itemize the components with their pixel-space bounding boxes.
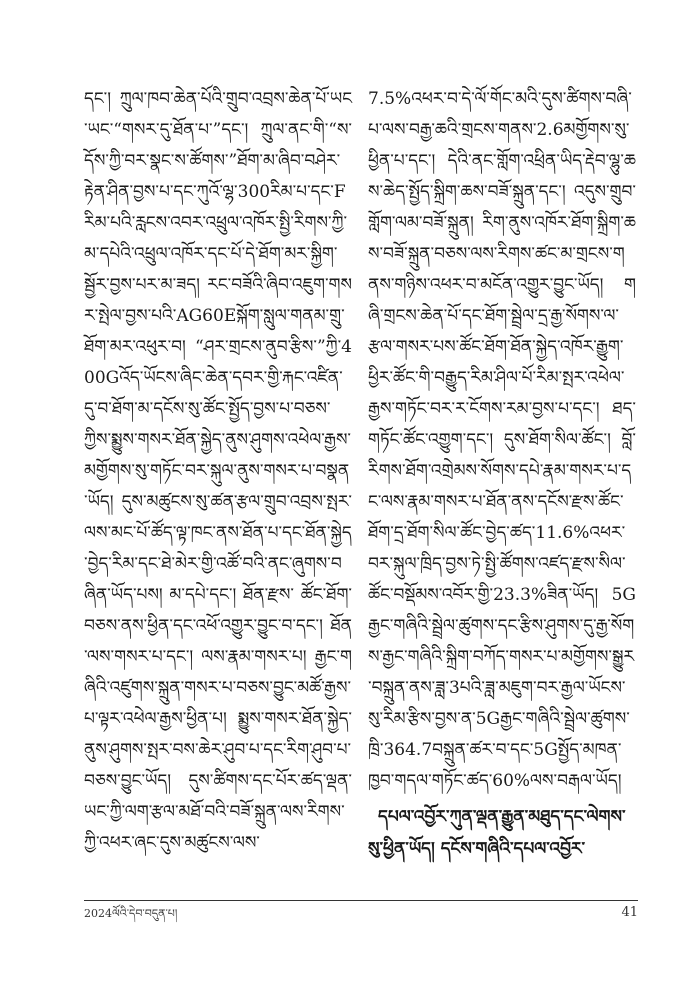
left-column-text: དང་། ཀྲུལ་ཁབ་ཆེན་པོའི་གྲུབ་འབྲས་ཆེན་པོ་ཡང་ཡང་“གསར་དུ་ཐོན་པ་”དང་། ཀྲུལ་ནང་གི་“ས་དོས་ཀྱི་བར་སྣང་ས་ཚོགས་”ཐོག་མ་ཞིབ་བཤེར་རྟེན་ཤིན་བྱས་པ་དང་ཀུའོ་ལྷ་300རིམ་པ་དང་Fརིམ་པའི་རླངས་འབར་འཕྲུལ་འཁོར་སྤྱི་རིགས་ཀྱི་མ་དཔེའི་འཕྲུལ་འཁོར་དང་པོ་དེ་ཐོག་མར་སྐྱིག་སྦྱོར་བྱས་པར་མ་ཟད། རང་བཟོའི་ཞིབ་འཇུག་གསར་སྤེལ་བྱས་པའི་AG60Eསྐོག་སླུལ་གནམ་གྲུ་ཐོག་མར་འཕུར་བ། “ཤར་གྲངས་ནུབ་རྩིས་”ཀྱི་400Gའོད་ཡོངས་ཞིང་ཆེན་དབར་གྱི་རྐང་འཛིན་དུ་བ་ཐོག་མ་དངོས་སུ་ཚོང་སྤྱོད་བྱས་པ་བཅས་ཀྱིས་སྨྱུས་གསར་ཐོན་སྐྱེད་ནུས་ཤུགས་འཕེལ་རྒྱས་མགྱོགས་སུ་གཏོང་བར་སྐུལ་ནུས་གསར་པ་བསྣན་ཡོད། དུས་མཚུངས་སུ་ཚན་རྩལ་གྲུབ་འབྲས་སྤར་ལས་མང་པོ་ཚོད་ལྟ་ཁང་ནས་ཐོན་པ་དང་ཐོན་སྐྱེད་བྱེད་རིམ་དང་ཐེ་མེར་གྱི་འཚོ་བའི་ནང་ཞུགས་བཞིན་ཡོད་པས། མ་དཔེ་དང་། ཐོན་རྫས་ ཚོང་ཐོག་བཅས་ནས་ཕྱིན་དང་འཕོ་འགྱུར་བྱུང་བ་དང་། ཐོན་ལས་གསར་པ་དང་། ལས་རྣམ་གསར་པ། རྒྱང་གཞིའི་འཛུགས་སྐྲུན་གསར་པ་བཅས་བྱུང་མཚོ་རྒྱས་པ་ལྟར་འཕེལ་རྒྱས་ཕྱིན་པ། སྨྱུས་གསར་ཐོན་སྐྱེད་ནུས་ཤུགས་སྤར་བས་ཆེར་ཤུབ་པ་དང་རིག་ཤུབ་པ་བཅས་བྱུང་ཡོད། དུས་ཚིགས་དང་པོར་ཚད་ལྡན་ཡང་ཀྱི་ལག་རྩལ་མཐོ་བའི་བཟོ་སྐྲུན་ལས་རིགས་ཀྱི་འཕར་ཞང་དུས་མཚུངས་ལས་ bbox=[84, 89, 352, 853]
right-column bbox=[368, 84, 636, 865]
section-heading: དཔལ་འབྱོར་ཀུན་ལྡན་རྒྱུན་མཐུད་དང་ལེགས་སུ་ཕྱིན་ཡོད། དངོས་གཞིའི་དཔལ་འབྱོར་ bbox=[368, 807, 626, 859]
right-column-text: 7.5%འཕར་བ་དེ་ལོ་གོང་མའི་དུས་ཚིགས་བཞི་པ་ལས་བརྒྱ་ཆའི་གྲངས་གནས་2.6མགྱོགས་སུ་ཕྱིན་པ་དང་། དེའི་ནང་གློག་འཕྲིན་ཡིད་རྡེབ་ལྷུ་ཆས་ཆེད་སྤྱོད་སྐྲིག་ཆས་བཟོ་སྐྲུན་དང་། འདུས་གྲུབ་གློག་ལམ་བཟོ་སྐྲུན། རིག་ནུས་འཁོར་ཐོག་སྐྲིག་ཆས་བཟོ་སྐྲུན་བཅས་ལས་རིགས་ཚང་མ་གྲངས་གནས་གཉིས་འཕར་བ་མངོན་འགྱུར་བྱུང་ཡོད། གཞི་གྲངས་ཆེན་པོ་དང་ཐོག་སྦྲེལ་དྲ་རྒྱ་སོགས་ལ་རྩལ་གསར་པས་ཚོང་ཐོག་ཐོན་སྐྱེད་འཁོར་རྒྱུག་ཕྱིར་ཚོང་གི་བརྒྱུད་རིམ་ཤིལ་པོ་རིམ་སྤར་འཕེལ་རྒྱས་གཏོང་བར་ར་ངོགས་རམ་བྱས་པ་དང་། ཐད་གཏོང་ཚོང་འགྱུག་དང་། དུས་ཐོག་སིལ་ཚོང་། བློ་རིགས་ཐོག་འགྲེམས་སོགས་དཔེ་རྣམ་གསར་པ་དང་ལས་རྣམ་གསར་པ་ཐོན་ནས་དངོས་རྫས་ཚོང་ཐོག་དྲ་ཐོག་སིལ་ཚོང་བྱེད་ཚད་11.6%འཕར་བར་སྐུལ་ཁྲིད་བྱས་ཏེ་སྤྱི་ཚོགས་འཛད་རྫས་སིལ་ཚོང་བསྡོམས་འབོར་གྱི་23.3%ཟིན་ཡོད། 5Gརྒྱང་གཞིའི་སྦྲེལ་ཚུགས་དང་རྩིས་ཤུགས་དུ་རྒྱ་སོགས་རྒྱང་གཞིའི་སྐྲིག་བཀོད་གསར་པ་མགྱོགས་སྒྱུར་བསྐྲུན་ནས་ཟླ་3པའི་ཟླ་མཇུག་བར་རྒྱལ་ཡོངས་སུ་རིམ་རྩིས་བྱས་ན་5Gརྒྱང་གཞིའི་སྦྲེལ་ཚུགས་ཁྲི་364.7བསྐྲུན་ཚར་བ་དང་5Gསྤྱོད་མཁན་ཁྱབ་གདལ་གཏོང་ཚད་60%ལས་བརྒལ་ཡོད། bbox=[368, 89, 636, 791]
page-number: 41 bbox=[621, 905, 638, 920]
left-column bbox=[84, 84, 352, 859]
footer-divider bbox=[84, 900, 638, 901]
journal-issue-label: 2024ལོའི་དེབ་བདུན་པ། bbox=[84, 907, 178, 920]
